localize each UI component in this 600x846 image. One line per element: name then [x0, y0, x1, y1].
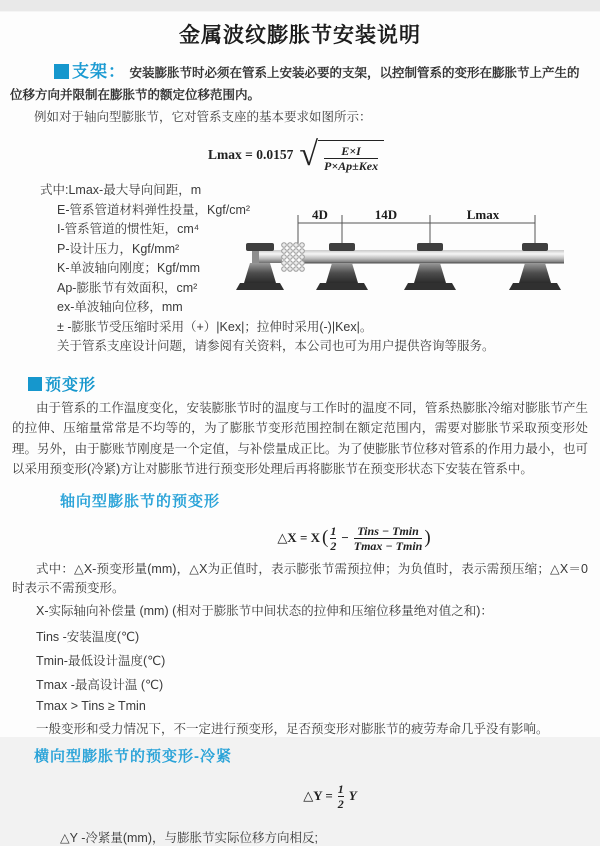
support-intro-text: 安装膨胀节时必须在管系上安装必要的支架，以控制管系的变形在膨胀节上产生的位移方向并限制在膨胀节的额定位移范围内。 [10, 66, 580, 102]
lateral-explain-line: △Y -冷紧量(mm)，与膨胀节实际位移方向相反; [60, 830, 318, 845]
lateral-numerator: 1 [337, 781, 344, 796]
predeform-body-paragraph: 由于管系的工作温度变化，安装膨胀节时的温度与工作时的温度不同，管系热膨胀冷缩对膨胀节产生的拉伸、压缩量常常是不均等的，为了膨胀节变形范围控制在额定范围内，需要对膨胀节采取预变形处理。另外，由于膨账节刚度是一个定值，与补偿量成正比。为了使膨胀节位移对管系的作用力最小，也可以采用预变形(冷紧)方让对膨胀节进行预变形处理后再将膨胀节在预变形状态下安装在管系中。 [12, 400, 588, 476]
support-section-heading: 支架： [72, 62, 126, 81]
dimension-label-4d: 4D [312, 207, 328, 222]
definition-line: Ap-膨胀节有效面积，cm² [57, 280, 198, 295]
bellows-coils [282, 243, 305, 272]
support-paragraph [10, 61, 590, 106]
lmax-formula [208, 137, 600, 173]
axial-x-definition: X-实际轴向补偿量 (mm) (相对于膨胀节中间状态的拉伸和压缩位移量绝对值之和)： [36, 603, 493, 618]
axial-subsection-title: 轴向型膨胀节的预变形 [60, 492, 221, 510]
page-title: 金属波纹膨胀节安装说明 [179, 24, 421, 47]
dimension-label-lmax: Lmax [466, 207, 500, 222]
tmax-definition: Tmax -最高设计温 (℃) [36, 677, 164, 692]
predeform-heading-row [28, 372, 600, 395]
temperature-inequality: Tmax > Tins ≥ Tmin [36, 698, 146, 713]
lmax-formula-lhs: Lmax = 0.0157 [208, 147, 294, 162]
dimension-label-14d: 14D [374, 207, 398, 222]
axial-formula [0, 524, 600, 553]
section-marker-square [28, 377, 42, 391]
pipe-body [302, 250, 564, 263]
lateral-formula-lhs: △Y = [303, 788, 333, 803]
temperature-denominator: Tmax − Tmin [353, 538, 423, 553]
sqrt-radical [299, 137, 384, 173]
sqrt-sign: √ [299, 136, 318, 173]
lateral-subsection-title: 横向型膨胀节的预变形-冷紧 [34, 747, 232, 765]
section-marker-square [54, 64, 69, 79]
axial-explain-paragraph: 式中：△X-预变形量(mm)，△X为正值时，表示膨张节需预拉伸；为负值时，表示需预压缩；△X＝0时表示不需预变形。 [12, 561, 588, 595]
definition-line: P-设计压力，Kgf/mm² [57, 241, 180, 256]
temperature-numerator: Tins − Tmin [357, 523, 419, 538]
tmin-definition: Tmin-最低设计温度(℃) [36, 653, 166, 668]
close-paren: ) [424, 527, 431, 548]
lateral-denominator: 2 [337, 796, 344, 811]
half-numerator: 1 [330, 523, 337, 538]
plus-minus-rule-line: ± -膨胀节受压缩时采用（+）|Kex|；拉伸时采用(-)|Kex|。 [57, 319, 373, 334]
lateral-half-fraction [338, 782, 344, 811]
lateral-formula-rhs: Y [348, 788, 357, 803]
definition-line: I-管系管道的惯性矩，cm⁴ [57, 222, 200, 236]
dimension-lines [298, 215, 535, 247]
half-fraction [330, 524, 336, 553]
pipe-support-diagram [252, 207, 600, 309]
definition-line: K-单波轴向刚度；Kgf/mm [57, 261, 201, 275]
axial-formula-lhs: △X = X [277, 530, 320, 545]
half-denominator: 2 [330, 538, 337, 553]
definition-line: E-管系管道材料弹性投量，Kgf/cm² [57, 202, 251, 217]
definition-line: ex-单波轴向位移，mm [57, 300, 183, 314]
tins-definition: Tins -安装温度(℃) [36, 629, 140, 644]
lateral-formula [0, 782, 600, 811]
predeform-section-heading: 预变形 [45, 376, 97, 394]
open-paren: ( [322, 527, 329, 548]
lmax-fraction-numerator: E×I [341, 143, 361, 158]
symbol-definitions [40, 181, 600, 357]
lmax-fraction-denominator: P×Ap±Kex [324, 158, 379, 173]
axial-note-line: 一般变形和受力情况下，不一定进行预变形，足否预变形对膨胀节的疲劳寿命几乎没有影响。 [36, 721, 549, 736]
consult-line: 关于管系支座设计问题，请参阅有关资料，本公司也可为用户提供咨询等服务。 [57, 339, 495, 353]
definition-line: 式中:Lmax-最大导向间距，m [40, 183, 202, 197]
lmax-fraction [324, 144, 378, 173]
page-top-edge [0, 0, 600, 12]
support-example-line: 例如对于轴向型膨胀节，它对管系支座的基本要求如图所示： [34, 110, 372, 124]
temperature-fraction [354, 524, 423, 553]
minus-operator: − [341, 530, 349, 545]
sqrt-body [318, 140, 384, 173]
